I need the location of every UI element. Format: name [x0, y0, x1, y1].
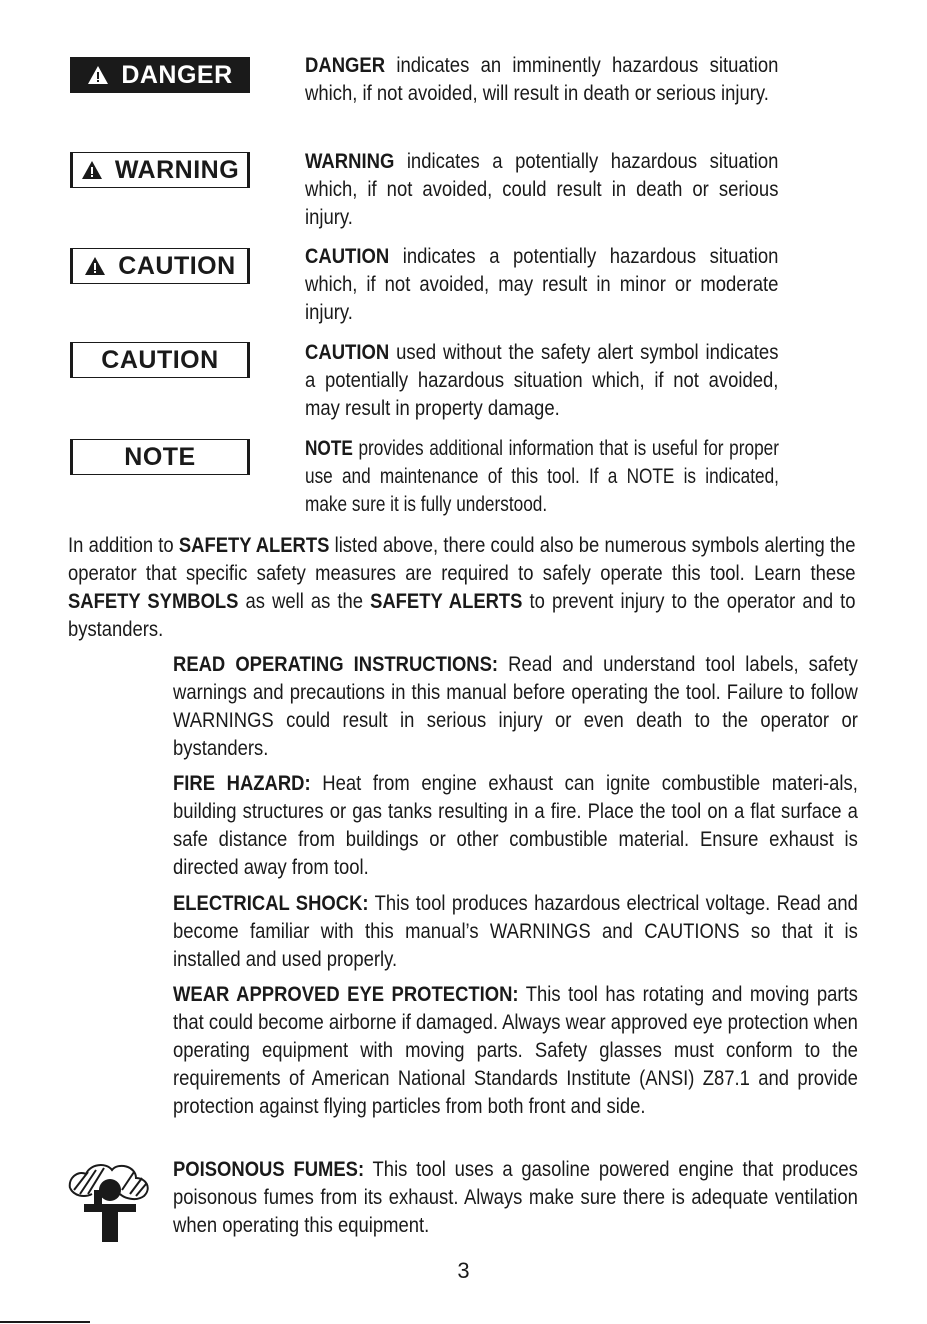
danger-definition — [305, 52, 778, 108]
definition-term: CAUTION — [305, 341, 390, 364]
definition-text: indicates a potentially hazardous situation which, if not avoided, may result in minor or moderate injury. — [305, 245, 779, 324]
poisonous-fumes-paragraph — [173, 1156, 858, 1240]
intro-emphasis: SAFETY ALERTS — [178, 534, 330, 557]
symbol-term: ELECTRICAL SHOCK: — [173, 892, 369, 915]
caution-badge — [70, 342, 250, 378]
danger-badge-label: DANGER — [121, 60, 233, 89]
warning-badge-label: WARNING — [114, 155, 240, 184]
definition-text: used without the safety alert symbol indicates a potentially hazardous situation which, if not avoided, may result in property damage. — [305, 341, 779, 420]
eye-protection-paragraph — [173, 981, 858, 1121]
symbol-text: Read and understand tool labels, safety warnings and precautions in this manual before operating the tool. Failure to follow WARNINGS could result in serious injury or even death to the operator or bystanders. — [173, 653, 858, 760]
symbol-term: FIRE HAZARD: — [173, 772, 311, 795]
symbol-text: Heat from engine exhaust can ignite combustible materi-als, building structures or gas tanks resulting in a fire. Place the tool on a flat surface a safe distance from buildings or other combustible material. Ensure exhaust is directed away from tool. — [173, 772, 858, 879]
definition-text: indicates an imminently hazardous situation which, if not avoided, will result in death or serious injury. — [305, 54, 779, 105]
definition-text: indicates a potentially hazardous situation which, if not avoided, could result in death or serious injury. — [305, 150, 779, 229]
fire-hazard-paragraph — [173, 770, 858, 882]
definition-term: WARNING — [305, 150, 395, 173]
definition-term: CAUTION — [305, 245, 390, 268]
intro-paragraph — [68, 532, 856, 644]
symbol-term: WEAR APPROVED EYE PROTECTION: — [173, 983, 519, 1006]
definition-text: provides additional information that is useful for proper use and maintenance of this tool. If a NOTE is indicated, make sure it is fully understood. — [305, 437, 779, 516]
electrical-shock-paragraph — [173, 890, 858, 974]
intro-text: to prevent injury to the operator and to bystanders. — [68, 590, 856, 641]
intro-emphasis: SAFETY ALERTS — [370, 590, 523, 613]
definition-term: DANGER — [305, 54, 386, 77]
intro-text: listed above, there could also be numerous symbols alerting the operator that specific safety measures are required to safely operate this tool. Learn these — [68, 534, 856, 585]
caution-alert-definition — [305, 243, 778, 327]
danger-badge — [70, 57, 250, 93]
caution-definition — [305, 339, 778, 423]
page-number: 3 — [457, 1258, 470, 1283]
footer-rule — [0, 1321, 90, 1323]
symbol-term: READ OPERATING INSTRUCTIONS: — [173, 653, 499, 676]
symbol-term: POISONOUS FUMES: — [173, 1158, 365, 1181]
read-instructions-paragraph — [173, 651, 858, 763]
intro-emphasis: SAFETY SYMBOLS — [68, 590, 239, 613]
poisonous-fumes-icon — [64, 1160, 160, 1252]
caution-alert-badge — [70, 248, 250, 284]
symbol-text: This tool uses a gasoline powered engine that produces poisonous fumes from its exhaust. Always make sure there is adequate ventilation when operating this equipment. — [173, 1158, 858, 1237]
caution-badge-label: CAUTION — [101, 345, 219, 374]
warning-definition — [305, 148, 778, 232]
warning-triangle-icon — [81, 160, 103, 180]
warning-triangle-icon — [84, 256, 106, 276]
note-definition — [305, 435, 779, 519]
warning-triangle-icon — [87, 65, 109, 85]
symbol-text: This tool produces hazardous electrical voltage. Read and become familiar with this manual’s WARNINGS and CAUTIONS so that it is installed and used properly. — [173, 892, 858, 971]
intro-text: In addition to — [68, 534, 179, 557]
note-badge — [70, 439, 250, 475]
caution-alert-badge-label: CAUTION — [118, 251, 236, 280]
intro-text: as well as the — [238, 590, 371, 613]
symbol-text: This tool has rotating and moving parts that could become airborne if damaged. Always wear approved eye protection when operating equipment with moving parts. Safety glasses must conform to the requirements of American National Standards Institute (ANSI) Z87.1 and provide protection against flying particles from both front and side. — [173, 983, 858, 1118]
note-badge-label: NOTE — [124, 442, 196, 471]
definition-term: NOTE — [305, 437, 353, 460]
warning-badge — [70, 152, 250, 188]
